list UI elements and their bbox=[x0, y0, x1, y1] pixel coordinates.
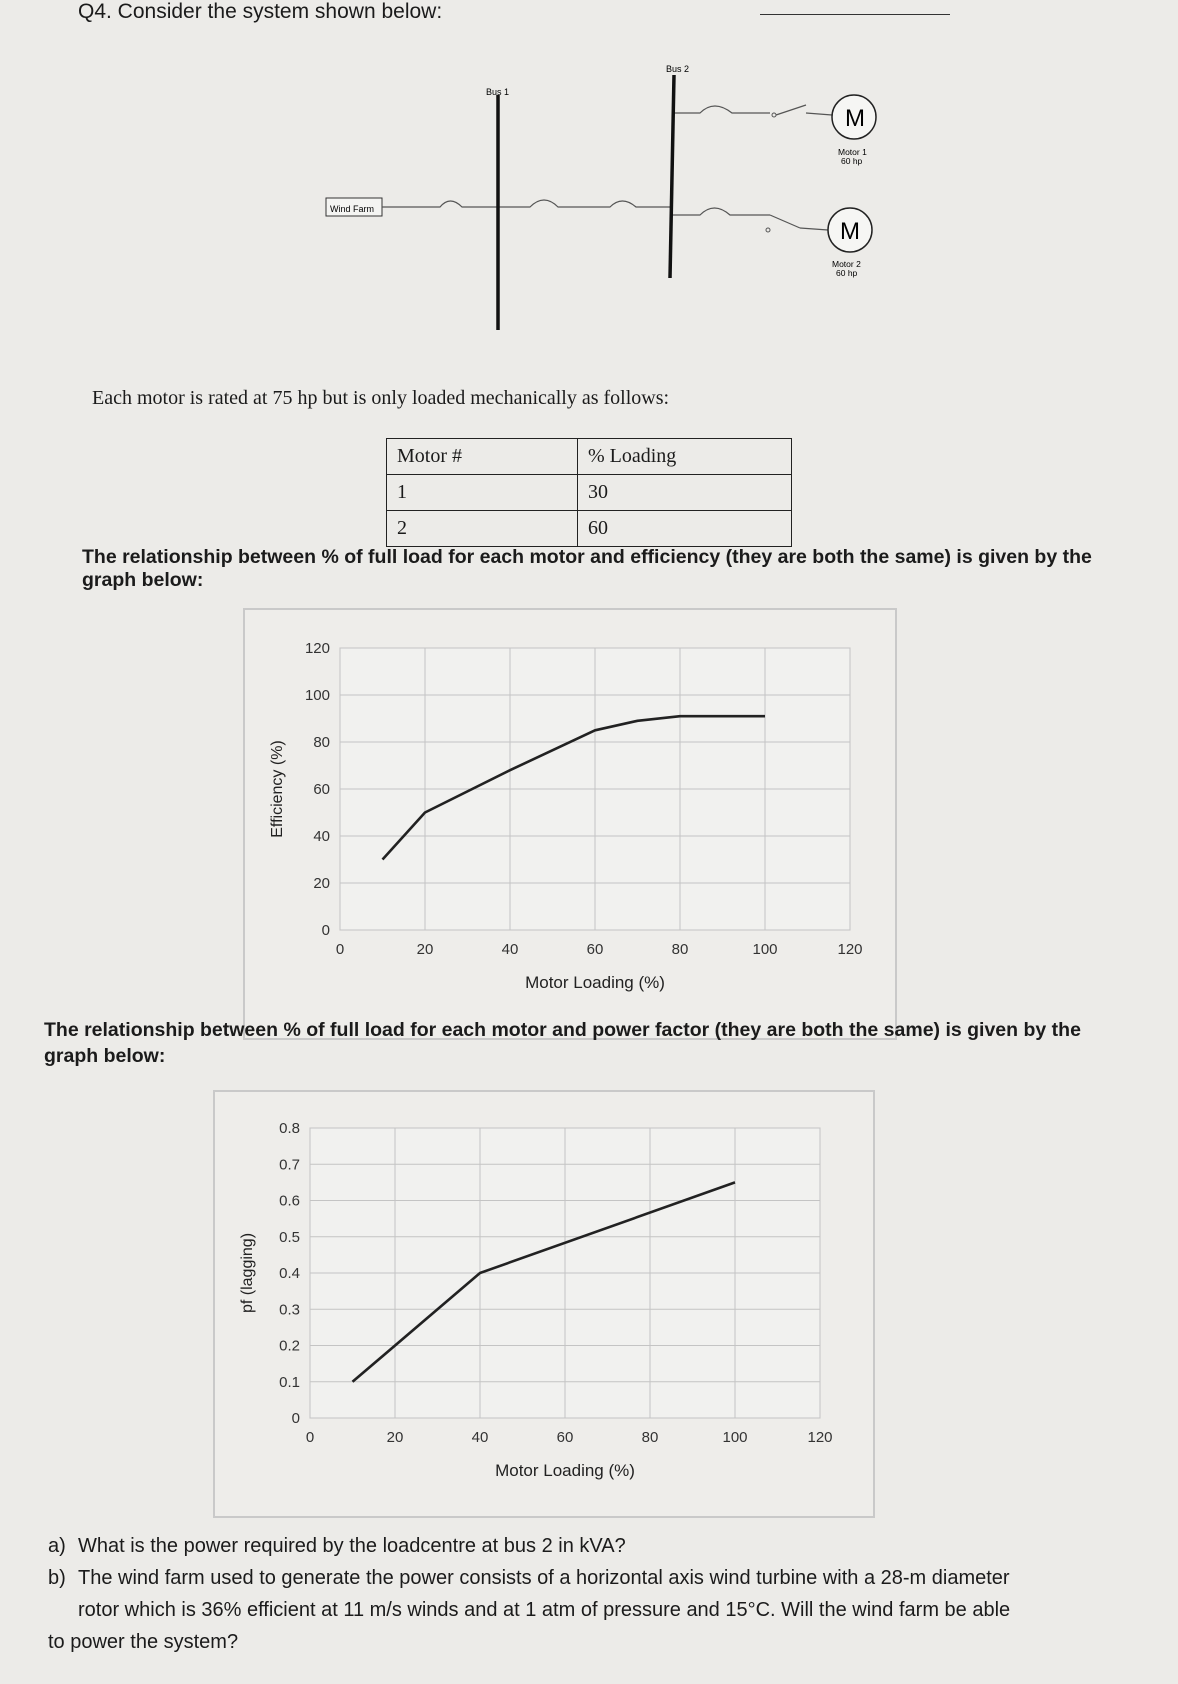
table-cell: 1 bbox=[387, 475, 578, 511]
x-axis-label: Motor Loading (%) bbox=[525, 973, 665, 992]
motor1-switch bbox=[776, 105, 806, 115]
x-tick-label: 80 bbox=[671, 941, 689, 958]
question-a bbox=[48, 1530, 1158, 1562]
y-tick-label: 0.8 bbox=[279, 1120, 300, 1137]
table-cell: 60 bbox=[578, 511, 792, 547]
efficiency-chart bbox=[245, 610, 895, 1038]
question-heading: Q4. Consider the system shown below: bbox=[78, 0, 443, 23]
y-tick-label: 0 bbox=[321, 922, 330, 939]
bus1-label: Bus 1 bbox=[486, 87, 510, 97]
table-header-motor: Motor # bbox=[387, 439, 578, 475]
efficiency-text-line2: graph below: bbox=[82, 569, 204, 591]
x-tick-label: 40 bbox=[501, 941, 519, 958]
motor2-feeder bbox=[672, 208, 770, 215]
y-tick-label: 40 bbox=[313, 828, 330, 845]
table-header-loading: % Loading bbox=[578, 439, 792, 475]
x-tick-label: 20 bbox=[416, 941, 434, 958]
y-axis-label: Efficiency (%) bbox=[269, 740, 286, 838]
y-tick-label: 20 bbox=[313, 875, 330, 892]
question-a-label: a) bbox=[48, 1535, 66, 1557]
x-tick-label: 120 bbox=[837, 941, 863, 958]
pf-text-line2: graph below: bbox=[44, 1045, 166, 1067]
y-tick-label: 60 bbox=[313, 781, 330, 798]
x-tick-label: 40 bbox=[471, 1429, 489, 1446]
efficiency-chart-frame bbox=[243, 608, 897, 1040]
y-tick-label: 0 bbox=[291, 1410, 300, 1427]
pf-text-line1: The relationship between % of full load for each motor and power factor (they are both the same) is given by the bbox=[44, 1019, 1081, 1041]
one-line-diagram bbox=[300, 55, 920, 345]
y-tick-label: 0.1 bbox=[279, 1373, 300, 1391]
table-row bbox=[387, 511, 792, 547]
question-b-text: The wind farm used to generate the power consists of a horizontal axis wind turbine with a 28-m diameter bbox=[78, 1567, 1010, 1589]
x-tick-label: 0 bbox=[305, 1429, 315, 1446]
y-tick-label: 0.2 bbox=[279, 1337, 300, 1355]
y-tick-label: 0.7 bbox=[279, 1156, 300, 1174]
question-b-line3: to power the system? bbox=[48, 1631, 239, 1653]
x-tick-label: 80 bbox=[641, 1429, 659, 1446]
x-tick-label: 100 bbox=[722, 1429, 748, 1446]
x-tick-label: 120 bbox=[807, 1429, 833, 1446]
motor2-switch bbox=[770, 215, 800, 228]
question-b bbox=[48, 1562, 1158, 1594]
motor2-switch-contact bbox=[766, 228, 770, 232]
motor2-rating: 60 hp bbox=[836, 268, 858, 278]
bus2-label: Bus 2 bbox=[666, 64, 690, 74]
table-cell: 30 bbox=[578, 475, 792, 511]
y-axis-label: pf (lagging) bbox=[239, 1232, 256, 1314]
efficiency-text-line1: The relationship between % of full load for each motor and efficiency (they are both the same) is given by the bbox=[82, 546, 1092, 568]
top-rule bbox=[760, 14, 950, 15]
motor1-switch-contact bbox=[772, 113, 776, 117]
x-tick-label: 60 bbox=[556, 1429, 574, 1446]
pf-chart-frame bbox=[213, 1090, 875, 1518]
question-b-line2: rotor which is 36% efficient at 11 m/s winds and at 1 atm of pressure and 15°C. Will the wind farm be able bbox=[78, 1599, 1011, 1621]
bus2-bar bbox=[670, 75, 674, 278]
questions-block bbox=[48, 1530, 1158, 1658]
y-tick-label: 100 bbox=[304, 687, 330, 704]
y-tick-label: 0.4 bbox=[279, 1265, 300, 1282]
motor1-rating: 60 hp bbox=[841, 156, 863, 166]
wind-farm-feeder bbox=[382, 201, 498, 207]
motor2-name: Motor 2 bbox=[832, 259, 861, 269]
question-b-label: b) bbox=[48, 1567, 66, 1589]
x-axis-label: Motor Loading (%) bbox=[495, 1461, 635, 1480]
wind-farm-label: Wind Farm bbox=[330, 204, 375, 214]
motor1-name: Motor 1 bbox=[838, 147, 867, 157]
motor2-m: M bbox=[840, 218, 860, 245]
table-row bbox=[387, 475, 792, 511]
y-tick-label: 0.5 bbox=[279, 1228, 300, 1246]
question-a-text: What is the power required by the loadcentre at bus 2 in kVA? bbox=[78, 1535, 626, 1557]
pf-chart bbox=[215, 1092, 873, 1516]
y-tick-label: 80 bbox=[313, 734, 330, 751]
x-tick-label: 100 bbox=[752, 941, 778, 958]
x-tick-label: 20 bbox=[386, 1429, 404, 1446]
loading-table bbox=[386, 438, 792, 547]
bus-tie-line bbox=[498, 200, 672, 207]
x-tick-label: 60 bbox=[586, 941, 604, 958]
motor1-m: M bbox=[845, 105, 865, 132]
x-tick-label: 0 bbox=[335, 941, 345, 958]
motor1-feeder bbox=[672, 106, 770, 113]
y-tick-label: 0.3 bbox=[279, 1301, 300, 1319]
intro-text: Each motor is rated at 75 hp but is only loaded mechanically as follows: bbox=[92, 387, 670, 409]
y-tick-label: 0.6 bbox=[279, 1192, 300, 1210]
table-cell: 2 bbox=[387, 511, 578, 547]
y-tick-label: 120 bbox=[304, 640, 330, 657]
table-header-row bbox=[387, 439, 792, 475]
